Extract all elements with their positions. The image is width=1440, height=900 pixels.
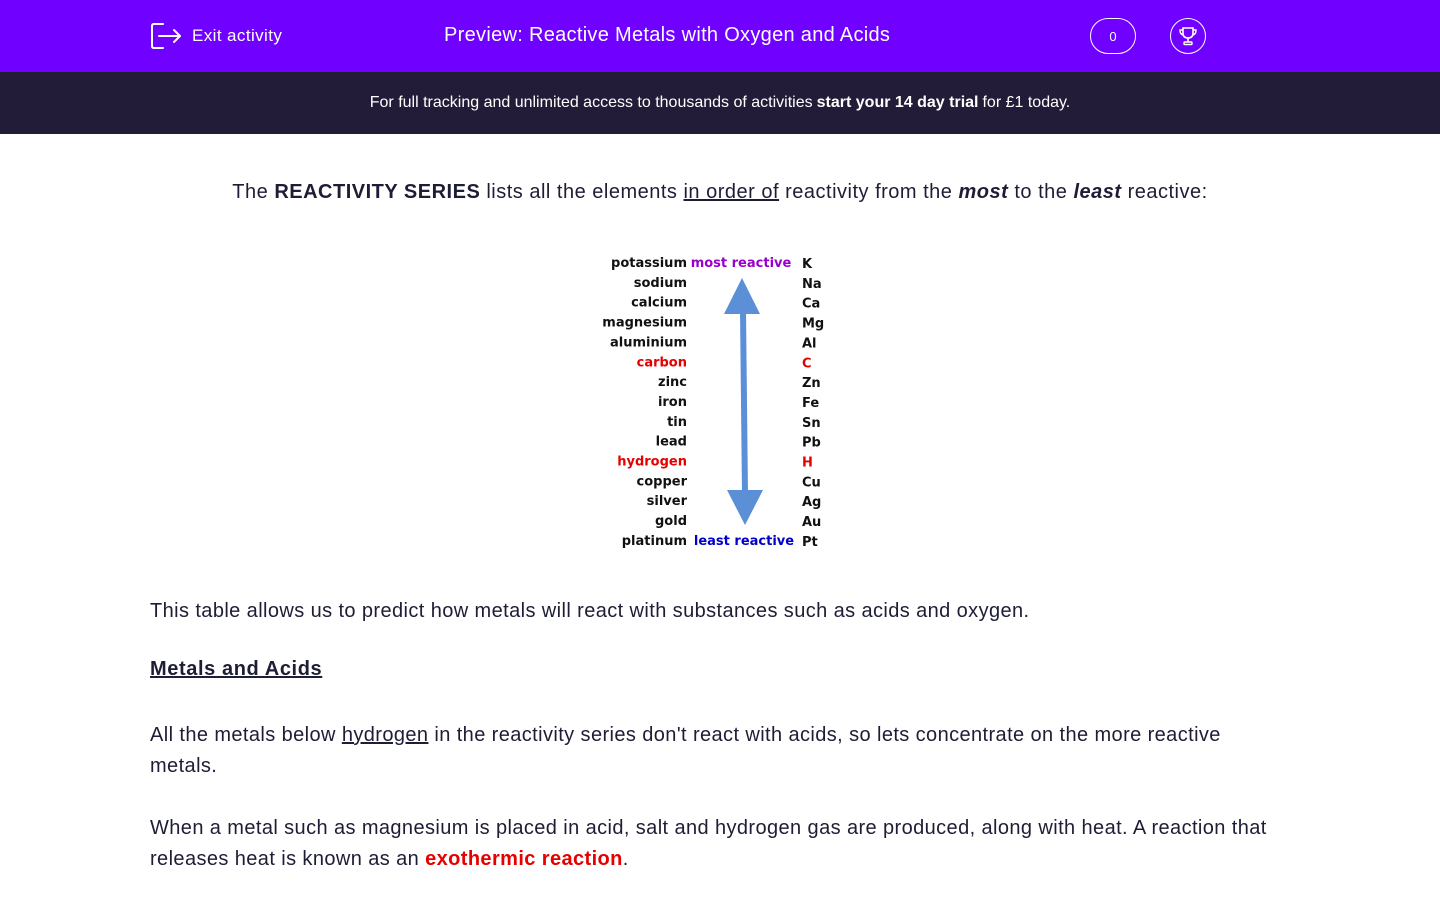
- reactivity-series-image: [600, 250, 840, 555]
- paragraph-exothermic: [150, 813, 1290, 875]
- page-title: Preview: Reactive Metals with Oxygen and Acids: [444, 24, 891, 46]
- element-symbol-platinum: Pt: [802, 534, 818, 550]
- element-symbol-tin: Sn: [802, 415, 821, 431]
- element-name-potassium: potassium: [611, 256, 687, 271]
- element-symbol-aluminium: Al: [802, 336, 817, 352]
- trial-price-text: for £1 today.: [982, 94, 1071, 111]
- exit-activity-label: Exit activity: [192, 26, 283, 45]
- element-name-zinc: zinc: [658, 375, 687, 391]
- reactivity-series-term: REACTIVITY SERIES: [274, 181, 481, 203]
- trial-text: For full tracking and unlimited access to thousands of activities: [369, 94, 813, 111]
- intro-text: [0, 181, 1440, 204]
- element-symbol-zinc: Zn: [802, 376, 821, 392]
- paragraph-metals-below-hydrogen: [150, 720, 1290, 782]
- element-symbol-gold: Au: [802, 515, 822, 531]
- trophy-icon: [1177, 25, 1199, 47]
- element-name-silver: silver: [646, 494, 687, 510]
- intro-part: to the: [1008, 181, 1074, 203]
- element-name-aluminium: aluminium: [610, 335, 687, 351]
- most-reactive-label: most reactive: [690, 256, 792, 271]
- element-symbol-silver: Ag: [802, 495, 822, 511]
- section-heading-metals-acids: Metals and Acids: [150, 658, 323, 680]
- element-name-iron: iron: [657, 394, 687, 410]
- score-badge: 0: [1090, 18, 1136, 54]
- element-name-gold: gold: [655, 514, 687, 530]
- intro-part: lists all the elements: [480, 181, 684, 203]
- paragraph-text: All the metals below: [150, 724, 342, 746]
- trophy-button[interactable]: [1170, 18, 1206, 54]
- reactivity-series-diagram: [600, 250, 840, 555]
- exit-activity-button[interactable]: [150, 22, 282, 50]
- element-symbol-carbon: C: [802, 356, 812, 372]
- intro-part: reactivity from the: [779, 181, 959, 203]
- most-term: most: [958, 181, 1009, 203]
- least-reactive-label: least reactive: [693, 534, 795, 549]
- hydrogen-term: hydrogen: [341, 724, 429, 746]
- element-name-platinum: platinum: [621, 533, 687, 549]
- trial-link[interactable]: start your 14 day trial: [816, 94, 979, 111]
- element-symbol-hydrogen: H: [802, 455, 813, 471]
- paragraph-text: .: [622, 848, 629, 870]
- intro-part: The: [232, 181, 275, 203]
- reactivity-arrow-up: [724, 278, 760, 314]
- element-name-carbon: carbon: [636, 355, 687, 371]
- intro-part: reactive:: [1121, 181, 1208, 203]
- element-name-sodium: sodium: [633, 275, 687, 291]
- least-term: least: [1073, 181, 1122, 203]
- element-name-copper: copper: [636, 474, 687, 490]
- element-symbol-copper: Cu: [802, 475, 821, 491]
- paragraph-text: When a metal such as magnesium is placed in acid, salt and hydrogen gas are produced, along with heat. A reaction that releases heat is known as an: [150, 817, 1267, 870]
- element-name-calcium: calcium: [631, 295, 687, 311]
- paragraph-predict: This table allows us to predict how metals will react with substances such as acids and oxygen.: [150, 600, 1030, 622]
- element-name-hydrogen: hydrogen: [617, 454, 687, 470]
- in-order-of-term: in order of: [683, 181, 780, 203]
- reactivity-arrow-down: [727, 490, 763, 525]
- element-symbol-lead: Pb: [802, 435, 821, 451]
- element-symbol-magnesium: Mg: [802, 316, 825, 332]
- trial-banner: [0, 72, 1440, 134]
- element-symbol-iron: Fe: [802, 395, 820, 411]
- element-symbol-potassium: K: [802, 257, 813, 272]
- exit-icon: [150, 22, 183, 50]
- element-name-magnesium: magnesium: [602, 315, 687, 331]
- exothermic-reaction-term: exothermic reaction: [425, 848, 623, 870]
- element-symbol-calcium: Ca: [802, 296, 821, 312]
- paragraph-text: in the reactivity series don't react with acids, so lets concentrate on the more reactive metals.: [150, 724, 1221, 777]
- element-name-lead: lead: [655, 434, 687, 450]
- element-name-tin: tin: [667, 414, 687, 430]
- reactivity-arrow-shaft: [743, 310, 745, 495]
- element-symbol-sodium: Na: [802, 276, 822, 292]
- top-bar: [0, 0, 1440, 72]
